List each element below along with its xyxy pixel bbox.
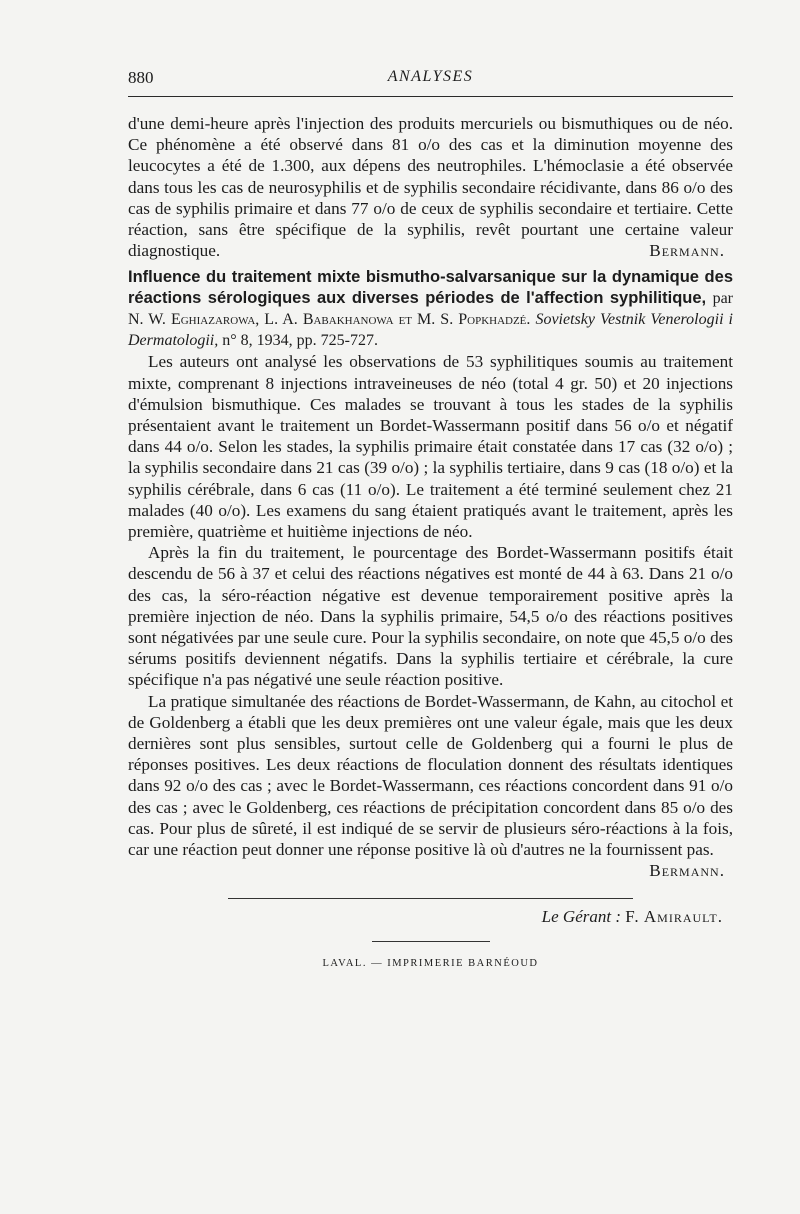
- article-heading: [128, 267, 733, 351]
- printer-imprint: LAVAL. — IMPRIMERIE BARNÉOUD: [322, 957, 539, 969]
- article-body: [128, 113, 733, 882]
- page-number: 880: [128, 68, 154, 87]
- article-paragraph-2: Après la fin du traitement, le pourcentage des Bordet-Wassermann positifs était descendu de 56 à 37 et celui des réactions négatives est monté de 44 à 63. Dans 21 o/o des cas, la séro-réaction négative est devenue temporairement positive après la première injection de néo. Dans la syphilis primaire, 54,5 o/o des réactions positives sont négativées par une seule cure. Pour la syphilis secondaire, on note que 45,5 o/o des sérums positifs deviennent négatifs. Dans la syphilis tertiaire et cérébrale, la cure spécifique n'a pas négativé une seule réaction positive.: [128, 543, 733, 690]
- running-title: ANALYSES: [387, 68, 474, 85]
- previous-review-text: d'une demi-heure après l'injection des produits mercuriels ou bismuthiques ou de néo. Ce phénomène a été observé dans 81 o/o des cas et la diminution moyenne des leucocytes a été de 1.300, aux dépens des neutrophiles. L'hémoclasie a été observée dans tous les cas de neurosyphilis et de syphilis secondaire récidivante, dans 86 o/o des cas de syphilis primaire et dans 77 o/o de ceux de syphilis secondaire et tertiaire. Cette réaction, sans être spécifique de la syphilis, revêt pourtant une certaine valeur diagnostique. Bermann.: [128, 114, 733, 261]
- article-journal: Sovietsky Vestnik Venerologii i Dermatologii,: [128, 311, 733, 350]
- gerant-name: F. Amirault.: [625, 906, 723, 926]
- article-byline: par N. W. Eghiazarowa, L. A. Babakhanowa et M. S. Popkhadzé. Sovietsky Vestnik Venerologii i Dermatologii, n° 8, 1934, pp. 725-727.: [128, 290, 733, 350]
- article-paragraph-3: La pratique simultanée des réactions de Bordet-Wassermann, de Kahn, au citochol et de Goldenberg a établi que les deux premières ont une valeur égale, mais que les deux dernières sont plus sensibles, surtout celle de Goldenberg qui a fourni le plus de réponses positives. Les deux réactions de floculation donnent des résultats identiques dans 92 o/o des cas ; avec le Bordet-Wassermann, ces réactions concordent dans 91 o/o des cas ; avec le Goldenberg, ces réactions de précipitation concordent dans 85 o/o des cas. Pour plus de sûreté, il est indiqué de se servir de plusieurs séro-réactions à la fois, car une réaction peut donner une réponse positive là où d'autres ne la fournissent pas.: [128, 691, 733, 860]
- article-authors: N. W. Eghiazarowa, L. A. Babakhanowa et M. S. Popkhadzé.: [128, 311, 531, 329]
- page-header: [128, 64, 733, 90]
- footer-rule: [372, 941, 490, 942]
- journal-page: [128, 64, 733, 969]
- article-title: Influence du traitement mixte bismutho-salvarsanique sur la dynamique des réactions sérologiques aux diverses périodes de l'affection syphilitique,: [128, 268, 733, 308]
- article-paragraph-1: Les auteurs ont analysé les observations de 53 syphilitiques soumis au traitement mixte, comprenant 8 injections intraveineuses de néo (total 4 gr. 50) et 20 injections d'émulsion bismuthique. Ces malades se trouvant à tous les stades de la syphilis présentaient avant le traitement un Bordet-Wassermann positif dans 56 o/o et négatif dans 44 o/o. Selon les stades, la syphilis primaire était constatée dans 17 cas (32 o/o) ; la syphilis secondaire dans 21 cas (39 o/o) ; la syphilis tertiaire, dans 9 cas (18 o/o) et la syphilis cérébrale, dans 6 cas (11 o/o). Le traitement a été terminé seulement chez 21 malades (40 o/o). Les examens du sang étaient pratiqués avant le traitement, après les première, quatrième et huitième injections de néo.: [128, 352, 733, 542]
- end-rule: [228, 898, 633, 899]
- gerant-line: [128, 907, 723, 927]
- article-signature: Bermann.: [649, 861, 725, 881]
- article-citation: n° 8, 1934, pp. 725-727.: [222, 332, 378, 350]
- gerant-label: Le Gérant :: [541, 906, 621, 926]
- previous-review-signature: Bermann.: [649, 241, 725, 261]
- header-rule: [128, 96, 733, 97]
